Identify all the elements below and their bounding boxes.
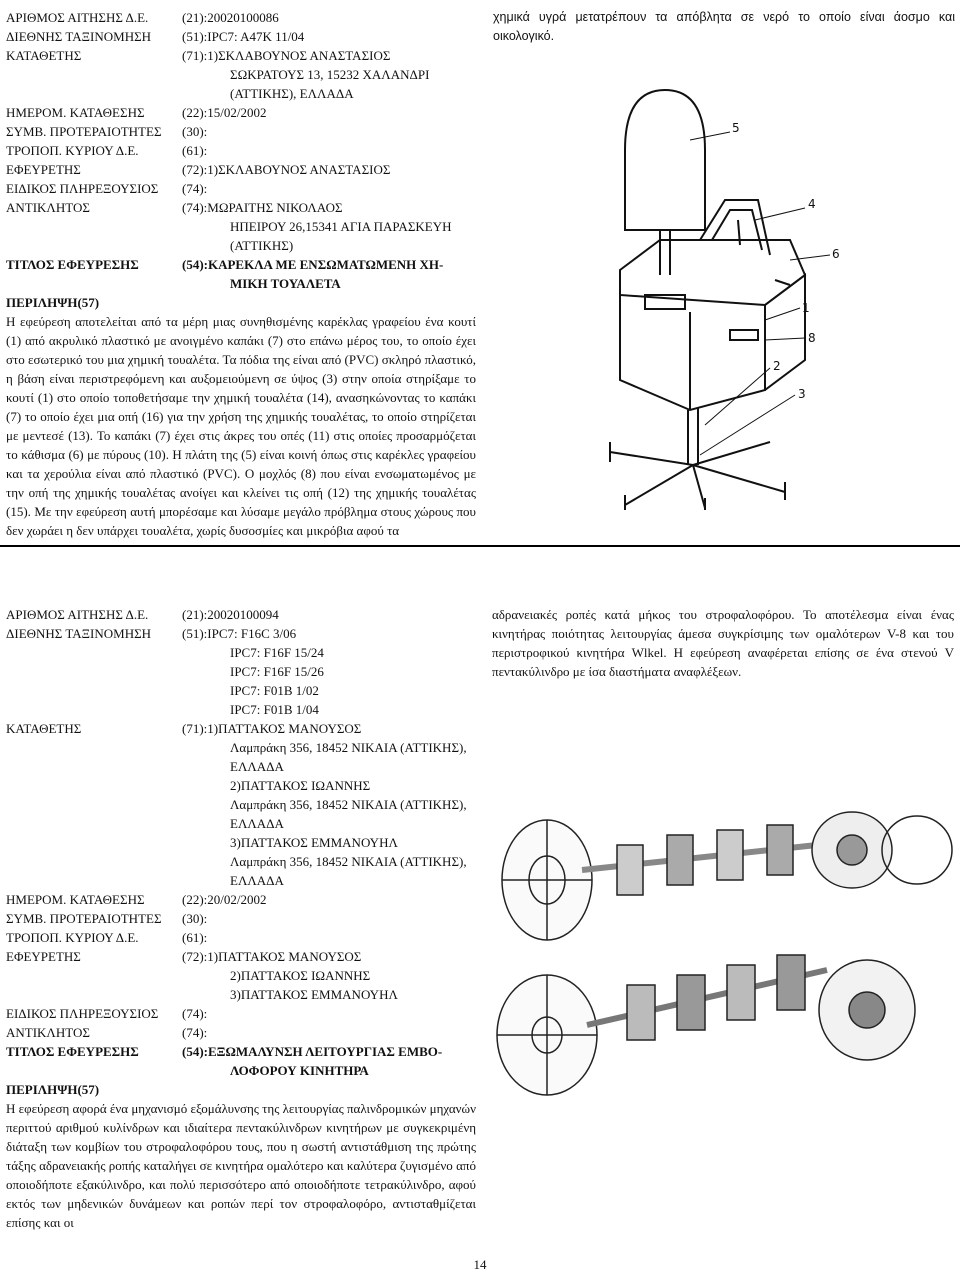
field-label: ΕΦΕΥΡΕΤΗΣ [6, 949, 81, 964]
box-drawing [620, 240, 805, 410]
field-value: IPC7: F01B 1/04 [230, 702, 319, 717]
field-value: ΗΠΕΙΡΟΥ 26,15341 ΑΓΙΑ ΠΑΡΑΣΚΕΥΗ [230, 219, 452, 234]
field-value: ΕΛΛΑΔΑ [230, 873, 284, 888]
field-label [6, 795, 182, 814]
field-row [6, 852, 476, 871]
field-label: ΔΙΕΘΝΗΣ ΤΑΞΙΝΟΜΗΣΗ [6, 626, 152, 641]
field-value: (72):1)ΠΑΤΤΑΚΟΣ ΜΑΝΟΥΣΟΣ [182, 949, 362, 964]
label-6: 6 [832, 247, 840, 261]
field-value: IPC7: F16F 15/24 [230, 645, 324, 660]
field-row [6, 757, 476, 776]
field-label: ΑΝΤΙΚΛΗΤΟΣ [6, 1025, 90, 1040]
field-value: 3)ΠΑΤΤΑΚΟΣ ΕΜΜΑΝΟΥΗΛ [230, 835, 398, 850]
field-value: Λαμπράκη 356, 18452 ΝΙΚΑΙΑ (ΑΤΤΙΚΗΣ), [230, 854, 467, 869]
field-value: (51):IPC7: F16C 3/06 [182, 626, 297, 641]
field-row [6, 814, 476, 833]
field-row [6, 65, 476, 84]
label-8: 8 [808, 331, 816, 345]
field-label [6, 681, 182, 700]
field-row [6, 179, 476, 198]
field-row [6, 1023, 476, 1042]
field-row [6, 776, 476, 795]
crankshaft-figure [487, 810, 957, 1100]
abstract-heading-2: ΠΕΡΙΛΗΨΗ(57) [6, 1082, 100, 1097]
bibliographic-fields-1 [6, 8, 476, 540]
field-label [6, 700, 182, 719]
field-row [6, 8, 476, 27]
field-value: (74): [182, 1006, 208, 1021]
part-labels [732, 121, 840, 401]
field-value: ΣΩΚΡΑΤΟΥΣ 13, 15232 ΧΑΛΑΝΔΡΙ [230, 67, 430, 82]
field-value: (21):20020100094 [182, 607, 279, 622]
field-value: (ΑΤΤΙΚΗΣ) [230, 238, 294, 253]
field-row [6, 947, 476, 966]
crankshaft-upper [502, 812, 952, 940]
field-value: (61): [182, 930, 208, 945]
crankshaft-lower [497, 955, 915, 1095]
field-row [6, 985, 476, 1004]
field-row [6, 928, 476, 947]
field-label [6, 852, 182, 871]
label-2: 2 [773, 359, 781, 373]
abstract-heading-1: ΠΕΡΙΛΗΨΗ(57) [6, 295, 100, 310]
field-value: (ΑΤΤΙΚΗΣ), ΕΛΛΑΔΑ [230, 86, 354, 101]
field-row [6, 719, 476, 738]
field-label: ΤΡΟΠΟΠ. ΚΥΡΙΟΥ Δ.Ε. [6, 143, 139, 158]
lid-drawing [700, 200, 770, 255]
title-line-2: ΜΙΚΗ ΤΟΥΑΛΕΤΑ [230, 276, 341, 291]
field-value: IPC7: F16F 15/26 [230, 664, 324, 679]
title-label: ΤΙΤΛΟΣ ΕΦΕΥΡΕΣΗΣ [6, 257, 139, 272]
field-value: 2)ΠΑΤΤΑΚΟΣ ΙΩΑΝΝΗΣ [230, 968, 371, 983]
field-row [6, 1004, 476, 1023]
label-3: 3 [798, 387, 806, 401]
field-row [6, 217, 476, 236]
title-row-2 [6, 1042, 476, 1061]
label-4: 4 [808, 197, 816, 211]
field-row [6, 738, 476, 757]
abstract-text-1: Η εφεύρεση αποτελείται από τα μέρη μιας συνηθισμένης καρέκλας γραφείου ένα κουτί (1) από ακρυλικό πλαστικό με ανοιγμένο καπάκι (7) στο επάνω μέρος του, το οποίο έχει στο εσωτερικό του μια χημική τουαλέτα. Τα πόδια της είναι από (PVC) σκληρό πλαστικό, η βάση είναι περιστρεφόμενη και αυξομειούμενη σε ύψος (3) στην οποία στηρίξαμε το κουτί (1) στο οποίο τοποθετήσαμε την χημική τουαλέτα (14), ανασηκώνοντας το καπάκι (7) το οποίο έχει μια οπή (16) για την χρήση της χημικής τουαλέτας, το οποίο στηρίζεται με μεντεσέ (13). Το καπάκι (7) έχει στις άκρες του οπές (11) στις οποίες προσαρμόζεται το κάθισμα (6) με πύρους (10). Η πλάτη της (5) είναι κοινή όπως στις καρέκλες γραφείου και τα χερούλια είναι από πλαστικό (PVC). Ο μοχλός (8) που είναι ενσωματωμένος με την οπή της χημικής τουαλέτας ανοίγει και κλείνει τις οπή (12) της χημικής τουαλέτας (15). Με την εφεύρεση αυτή μπορέσαμε και λύσαμε μεγάλο πρόβλημα στους χώρους που δεν χωράει η δεν υπάρχει τουαλέτα, χωρίς δυσοσμίες και μικρόβια αφού τα [6, 314, 476, 538]
field-label: ΚΑΤΑΘΕΤΗΣ [6, 48, 82, 63]
field-label: ΕΙΔΙΚΟΣ ΠΛΗΡΕΞΟΥΣΙΟΣ [6, 181, 159, 196]
abstract-continuation-1: χημικά υγρά μετατρέπουν τα απόβλητα σε νερό το οποίο είναι άοσμο και οικολογικό. [493, 10, 955, 43]
base-drawing [610, 408, 785, 510]
title-label: ΤΙΤΛΟΣ ΕΦΕΥΡΕΣΗΣ [6, 1044, 139, 1059]
field-row [6, 871, 476, 890]
title-line-1: (54):ΕΞΩΜΑΛΥΝΣΗ ΛΕΙΤΟΥΡΓΙΑΣ ΕΜΒΟ- [182, 1044, 443, 1059]
field-label: ΕΙΔΙΚΟΣ ΠΛΗΡΕΞΟΥΣΙΟΣ [6, 1006, 159, 1021]
field-value: Λαμπράκη 356, 18452 ΝΙΚΑΙΑ (ΑΤΤΙΚΗΣ), [230, 797, 467, 812]
field-value: (71):1)ΠΑΤΤΑΚΟΣ ΜΑΝΟΥΣΟΣ [182, 721, 362, 736]
field-row [6, 160, 476, 179]
field-value: (22):20/02/2002 [182, 892, 267, 907]
label-1: 1 [802, 301, 810, 315]
field-value: Λαμπράκη 356, 18452 ΝΙΚΑΙΑ (ΑΤΤΙΚΗΣ), [230, 740, 467, 755]
field-row [6, 27, 476, 46]
field-value: (61): [182, 143, 208, 158]
field-label: ΗΜΕΡΟΜ. ΚΑΤΑΘΕΣΗΣ [6, 892, 145, 907]
title-row-1 [6, 255, 476, 274]
field-label [6, 236, 182, 255]
field-label: ΑΡΙΘΜΟΣ ΑΙΤΗΣΗΣ Δ.Ε. [6, 10, 149, 25]
field-row [6, 890, 476, 909]
field-value: (22):15/02/2002 [182, 105, 267, 120]
field-value: (74): [182, 1025, 208, 1040]
field-value: IPC7: F01B 1/02 [230, 683, 319, 698]
section-divider [0, 545, 960, 547]
field-label [6, 738, 182, 757]
field-row [6, 46, 476, 65]
field-label: ΚΑΤΑΘΕΤΗΣ [6, 721, 82, 736]
field-value: ΕΛΛΑΔΑ [230, 759, 284, 774]
field-label: ΑΡΙΘΜΟΣ ΑΙΤΗΣΗΣ Δ.Ε. [6, 607, 149, 622]
field-label [6, 84, 182, 103]
field-row [6, 662, 476, 681]
backrest-drawing [625, 90, 705, 275]
title-line-2: ΛΟΦΟΡΟΥ ΚΙΝΗΤΗΡΑ [230, 1063, 369, 1078]
field-label [6, 643, 182, 662]
field-row [6, 624, 476, 643]
page-number: 14 [473, 1257, 487, 1272]
field-label: ΣΥΜΒ. ΠΡΟΤΕΡΑΙΟΤΗΤΕΣ [6, 911, 162, 926]
field-value: (72):1)ΣΚΛΑΒΟΥΝΟΣ ΑΝΑΣΤΑΣΙΟΣ [182, 162, 391, 177]
field-label [6, 757, 182, 776]
field-label [6, 65, 182, 84]
field-label: ΤΡΟΠΟΠ. ΚΥΡΙΟΥ Δ.Ε. [6, 930, 139, 945]
field-value: ΕΛΛΑΔΑ [230, 816, 284, 831]
field-label [6, 217, 182, 236]
field-label [6, 985, 182, 1004]
field-value: 3)ΠΑΤΤΑΚΟΣ ΕΜΜΑΝΟΥΗΛ [230, 987, 398, 1002]
field-label: ΑΝΤΙΚΛΗΤΟΣ [6, 200, 90, 215]
field-value: (30): [182, 911, 208, 926]
field-row [6, 605, 476, 624]
title-line-1: (54):ΚΑΡΕΚΛΑ ΜΕ ΕΝΣΩΜΑΤΩΜΕΝΗ ΧΗ- [182, 257, 444, 272]
leader-lines [690, 132, 830, 455]
field-row [6, 122, 476, 141]
field-label [6, 871, 182, 890]
chair-toilet-figure [580, 80, 880, 510]
field-value: (51):IPC7: A47K 11/04 [182, 29, 305, 44]
field-row [6, 966, 476, 985]
field-row [6, 643, 476, 662]
field-row [6, 833, 476, 852]
field-label: ΔΙΕΘΝΗΣ ΤΑΞΙΝΟΜΗΣΗ [6, 29, 152, 44]
field-row [6, 909, 476, 928]
field-value: (74):ΜΩΡΑΙΤΗΣ ΝΙΚΟΛΑΟΣ [182, 200, 343, 215]
field-value: (71):1)ΣΚΛΑΒΟΥΝΟΣ ΑΝΑΣΤΑΣΙΟΣ [182, 48, 391, 63]
bibliographic-fields-2 [6, 605, 476, 1232]
field-label [6, 814, 182, 833]
field-label [6, 662, 182, 681]
label-5: 5 [732, 121, 740, 135]
field-row [6, 198, 476, 217]
field-label [6, 966, 182, 985]
field-value: (74): [182, 181, 208, 196]
abstract-text-2: Η εφεύρεση αφορά ένα μηχανισμό εξομάλυνσης της λειτουργίας παλινδρομικών μηχανών περιττού αριθμού κυλίνδρων και ιδιαίτερα πεντακύλινδρων κινητήρων με συγκεκριμένη διάταξη των κομβίων του στροφαλοφόρου τους, που η σωστή αντιστάθμιση της πρώτης τάξης αδρανειακής ροπής καταλήγει σε κινητήρα ομαλότερο και καλύτερα ζυγισμένο από οποιοδήποτε εξακύλινδρο, και πολύ περισσότερο από οποιοδήποτε τετρακύλινδρο, αφού εκτός των μηδενικών δυνάμεων και ροπών περί τον στροφαλοφόρο, αντισταθμίζεται επίσης και οι [6, 1101, 476, 1230]
field-row [6, 103, 476, 122]
abstract-continuation-2: αδρανειακές ροπές κατά μήκος του στροφαλοφόρου. Το αποτέλεσμα είναι ένας κινητήρας ποιότητας λειτουργίας άμεσα συγκρίσιμης των ομαλότερων V-8 και του περιστροφικού κινητήρα Wlkel. Η εφεύρεση αναφέρεται επίσης σε ένα στενού V πεντακύλινδρο με ίσα διαστήματα αναφλέξεων. [492, 607, 954, 679]
field-row [6, 236, 476, 255]
field-value: 2)ΠΑΤΤΑΚΟΣ ΙΩΑΝΝΗΣ [230, 778, 371, 793]
field-row [6, 700, 476, 719]
field-label: ΕΦΕΥΡΕΤΗΣ [6, 162, 81, 177]
field-label [6, 776, 182, 795]
field-value: (30): [182, 124, 208, 139]
field-label: ΗΜΕΡΟΜ. ΚΑΤΑΘΕΣΗΣ [6, 105, 145, 120]
field-value: (21):20020100086 [182, 10, 279, 25]
field-row [6, 141, 476, 160]
field-row [6, 795, 476, 814]
field-label: ΣΥΜΒ. ΠΡΟΤΕΡΑΙΟΤΗΤΕΣ [6, 124, 162, 139]
field-row [6, 84, 476, 103]
field-row [6, 681, 476, 700]
field-label [6, 833, 182, 852]
